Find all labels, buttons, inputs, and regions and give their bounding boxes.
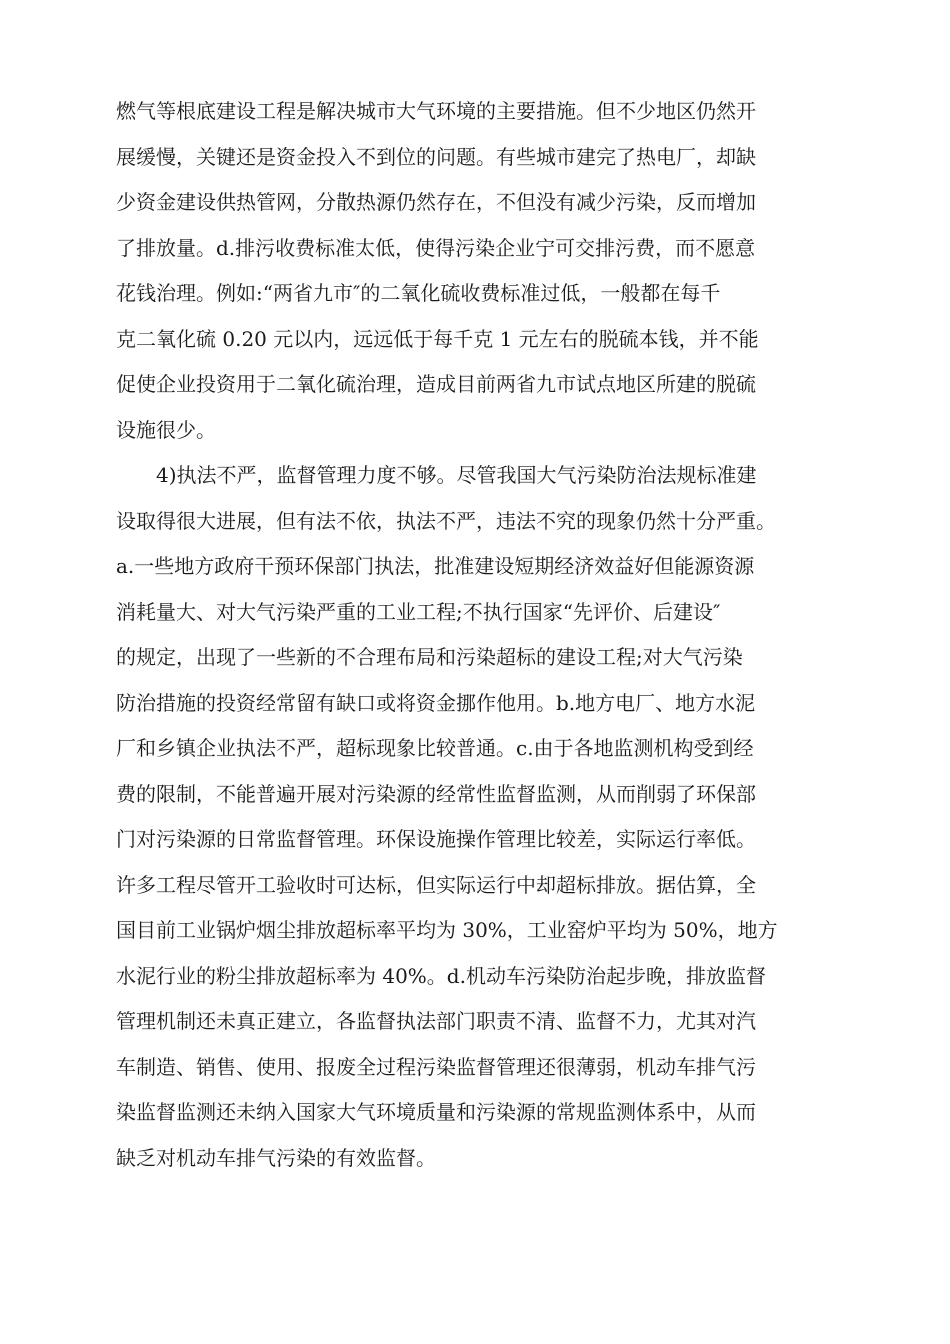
text-line: 缺乏对机动车排气污染的有效监督。 xyxy=(116,1145,436,1170)
paragraph-continued xyxy=(116,89,836,453)
text-line: 国目前工业锅炉烟尘排放超标率平均为 30%，工业窑炉平均为 50%，地方 xyxy=(116,918,778,942)
text-line-first: 4)执法不严，监督管理力度不够。尽管我国大气污染防治法规标准建 xyxy=(156,463,757,487)
text-line: 的规定，出现了一些新的不合理布局和污染超标的建设工程;对大气污染 xyxy=(116,645,743,669)
text-line: 水泥行业的粉尘排放超标率为 40%。d.机动车污染防治起步晚，排放监督 xyxy=(116,963,766,988)
text-line: 燃气等根底建设工程是解决城市大气环境的主要措施。但不少地区仍然开 xyxy=(116,99,756,123)
text-line: 了排放量。d.排污收费标准太低，使得污染企业宁可交排污费，而不愿意 xyxy=(116,235,756,260)
text-line: 设取得很大进展，但有法不依，执法不严，违法不究的现象仍然十分严重。 xyxy=(116,508,776,533)
text-line: 展缓慢，关键还是资金投入不到位的问题。有些城市建完了热电厂，却缺 xyxy=(116,144,756,169)
text-line: 花钱治理。例如:“两省九市″的二氧化硫收费标准过低，一般都在每千 xyxy=(116,281,721,305)
text-line: 门对污染源的日常监督管理。环保设施操作管理比较差，实际运行率低。 xyxy=(116,827,756,851)
text-line: a.一些地方政府干预环保部门执法，批准建设短期经济效益好但能源资源 xyxy=(116,554,755,578)
text-line: 厂和乡镇企业执法不严，超标现象比较普通。c.由于各地监测机构受到经 xyxy=(116,736,754,760)
text-line: 设施很少。 xyxy=(116,417,216,442)
text-line: 防治措施的投资经常留有缺口或将资金挪作他用。b.地方电厂、地方水泥 xyxy=(116,690,756,715)
text-line: 消耗量大、对大气污染严重的工业工程;不执行国家“先评价、后建设″ xyxy=(116,599,721,624)
text-line: 管理机制还未真正建立，各监督执法部门职责不清、监督不力，尤其对汽 xyxy=(116,1009,756,1033)
text-line: 许多工程尽管开工验收时可达标，但实际运行中却超标排放。据估算，全 xyxy=(116,872,756,897)
text-line: 染监督监测还未纳入国家大气环境质量和污染源的常规监测体系中，从而 xyxy=(116,1100,756,1124)
paragraph-enforcement xyxy=(116,453,836,1181)
text-line: 车制造、销售、使用、报废全过程污染监督管理还很薄弱，机动车排气污 xyxy=(116,1054,756,1079)
text-line: 少资金建设供热管网，分散热源仍然存在，不但没有减少污染，反而增加 xyxy=(116,190,756,214)
text-line: 克二氧化硫 0.20 元以内，远远低于每千克 1 元左右的脱硫本钱，并不能 xyxy=(116,326,759,351)
text-line: 促使企业投资用于二氧化硫治理，造成目前两省九市试点地区所建的脱硫 xyxy=(116,372,756,396)
text-line: 费的限制，不能普遍开展对污染源的经常性监督监测，从而削弱了环保部 xyxy=(116,781,756,806)
